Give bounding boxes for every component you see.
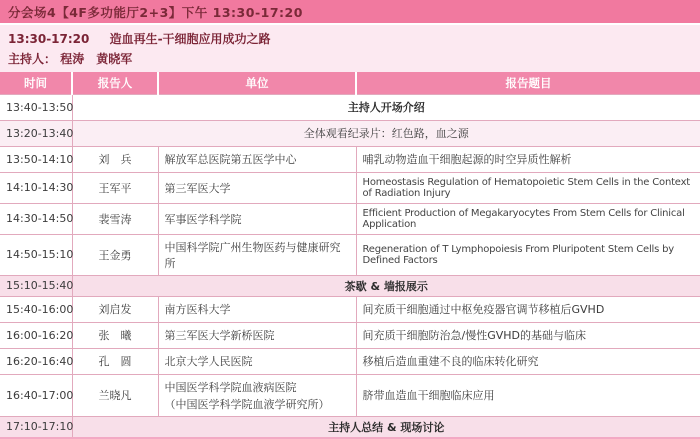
org-cell xyxy=(158,374,356,416)
time-cell: 13:20-13:40 xyxy=(0,120,72,146)
table-row xyxy=(0,416,700,438)
venue-title: 分会场4【4F多功能厅2+3】下午 13:30-17:20 xyxy=(8,5,303,20)
table-row xyxy=(0,275,700,296)
org-cell xyxy=(158,322,356,348)
schedule-table-body xyxy=(0,94,700,438)
session-hosts-line xyxy=(8,50,692,67)
time-cell: 14:50-15:10 xyxy=(6,248,74,261)
table-row xyxy=(0,120,700,146)
table-row xyxy=(0,146,700,172)
speaker-cell: 刘启发 xyxy=(72,296,158,322)
talk-title-cell: Efficient Production of Megakaryocytes From Stem Cells for Clinical Application xyxy=(356,203,700,234)
table-row xyxy=(0,172,700,203)
column-header-speaker: 报告人 xyxy=(72,72,158,94)
spanned-activity-cell: 主持人开场介绍 xyxy=(72,94,700,120)
time-cell: 16:20-16:40 xyxy=(6,354,74,368)
org-line1: 南方医科大学 xyxy=(164,303,231,316)
org-line2: （中国医学科学院血液学研究所） xyxy=(164,397,330,411)
speaker-cell: 裴雪涛 xyxy=(72,203,158,234)
talk-title-cell: Regeneration of T Lymphopoiesis From Pluripotent Stem Cells by Defined Factors xyxy=(356,234,700,275)
session-title: 造血再生-干细胞应用成功之路 xyxy=(109,32,271,46)
spanned-activity-cell: 全体观看纪录片：红色路，血之源 xyxy=(72,120,700,146)
org-line1: 中国科学院广州生物医药与健康研究所 xyxy=(164,240,341,270)
org-cell xyxy=(158,146,356,172)
speaker-cell: 孔 圆 xyxy=(72,348,158,374)
org-line1: 第三军医大学 xyxy=(164,181,231,195)
org-line1: 中国医学科学院血液病医院 xyxy=(164,380,297,394)
table-row xyxy=(0,374,700,416)
spanned-activity-cell: 主持人总结 & 现场讨论 xyxy=(72,416,700,438)
table-row xyxy=(0,234,700,275)
table-row xyxy=(0,203,700,234)
org-cell xyxy=(158,234,356,275)
column-header-time: 时间 xyxy=(0,72,72,94)
session-header xyxy=(0,25,700,72)
talk-title-cell: 移植后造血重建不良的临床转化研究 xyxy=(356,348,700,374)
org-cell xyxy=(158,296,356,322)
time-cell: 14:10-14:30 xyxy=(6,181,74,194)
session-title-line xyxy=(8,30,692,47)
speaker-cell: 兰晓凡 xyxy=(72,374,158,416)
speaker-cell: 张 曦 xyxy=(72,322,158,348)
time-cell: 13:50-14:10 xyxy=(6,152,74,166)
org-line1: 军事医学科学院 xyxy=(164,212,242,226)
hosts-label: 主持人： xyxy=(8,52,57,66)
org-line1: 北京大学人民医院 xyxy=(164,355,253,368)
time-cell: 14:30-14:50 xyxy=(6,212,74,225)
table-header-row xyxy=(0,72,700,94)
talk-title-cell: 脐带血造血干细胞临床应用 xyxy=(356,374,700,416)
speaker-cell: 刘 兵 xyxy=(72,146,158,172)
table-row xyxy=(0,296,700,322)
org-line1: 解放军总医院第五医学中心 xyxy=(164,153,297,166)
speaker-cell: 王金勇 xyxy=(72,234,158,275)
org-line1: 第三军医大学新桥医院 xyxy=(164,329,275,342)
table-row xyxy=(0,322,700,348)
talk-title-cell: 哺乳动物造血干细胞起源的时空异质性解析 xyxy=(356,146,700,172)
venue-title-bar xyxy=(0,0,700,25)
table-row xyxy=(0,94,700,120)
talk-title-cell: Homeostasis Regulation of Hematopoietic Stem Cells in the Context of Radiation Injury xyxy=(356,172,700,203)
time-cell: 17:10-17:10 xyxy=(0,416,72,438)
column-header-title: 报告题目 xyxy=(356,72,700,94)
time-cell: 15:10-15:40 xyxy=(0,275,72,296)
spanned-activity-cell: 茶歇 & 墙报展示 xyxy=(72,275,700,296)
time-cell: 15:40-16:00 xyxy=(6,302,74,316)
session-time: 13:30-17:20 xyxy=(8,32,90,46)
hosts-names: 程涛 黄晓军 xyxy=(60,52,133,66)
time-cell: 16:00-16:20 xyxy=(6,328,74,342)
column-header-org: 单位 xyxy=(158,72,356,94)
table-row xyxy=(0,348,700,374)
speaker-cell: 王军平 xyxy=(72,172,158,203)
talk-title-cell: 间充质干细胞防治急/慢性GVHD的基础与临床 xyxy=(356,322,700,348)
org-cell xyxy=(158,172,356,203)
time-cell: 13:40-13:50 xyxy=(6,100,74,114)
schedule-table xyxy=(0,72,700,439)
org-cell xyxy=(158,203,356,234)
time-cell: 16:40-17:00 xyxy=(6,388,74,402)
org-cell xyxy=(158,348,356,374)
talk-title-cell: 间充质干细胞通过中枢免疫器官调节移植后GVHD xyxy=(356,296,700,322)
